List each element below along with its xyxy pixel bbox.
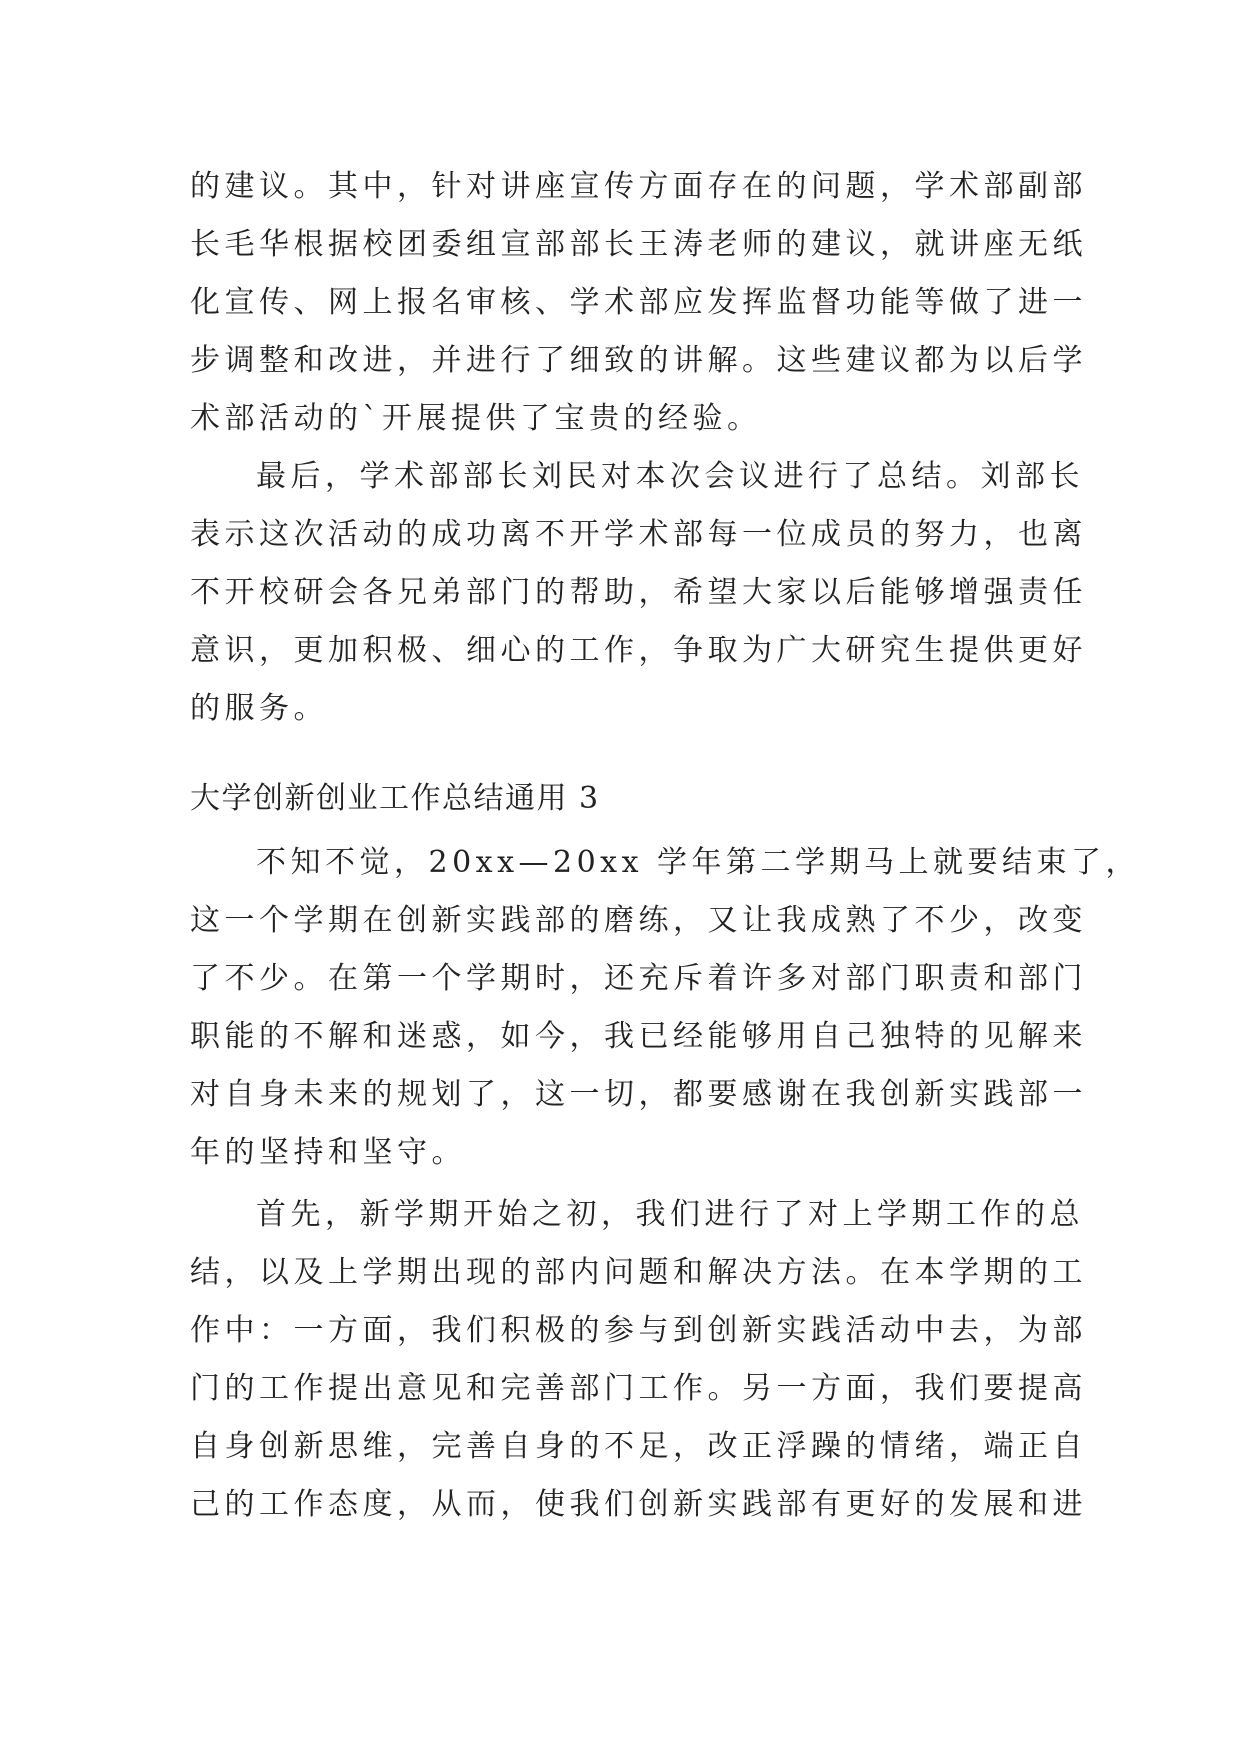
- text-line: 最后，学术部部长刘民对本次会议进行了总结。刘部长: [256, 459, 1084, 494]
- paragraph-intro: [190, 834, 1141, 1182]
- text-line: 意识，更加积极、细心的工作，争取为广大研究生提供更好: [190, 633, 1087, 668]
- paragraph-summary: [190, 448, 1087, 738]
- text-line: 首先，新学期开始之初，我们进行了对上学期工作的总: [256, 1197, 1084, 1232]
- text-line: 的服务。: [190, 691, 328, 726]
- paragraph-suggestions-continued: [190, 158, 1087, 448]
- text-line: 长毛华根据校团委组宣部部长王涛老师的建议，就讲座无纸: [190, 227, 1087, 262]
- text-line: 不知不觉，20xx—20xx 学年第二学期马上就要结束了，: [256, 845, 1141, 880]
- text-line: 化宣传、网上报名审核、学术部应发挥监督功能等做了进一: [190, 285, 1087, 320]
- text-line: 表示这次活动的成功离不开学术部每一位成员的努力，也离: [190, 517, 1087, 552]
- text-line: 步调整和改进，并进行了细致的讲解。这些建议都为以后学: [190, 343, 1087, 378]
- text-line: 门的工作提出意见和完善部门工作。另一方面，我们要提高: [190, 1371, 1087, 1406]
- text-line: 对自身未来的规划了，这一切，都要感谢在我创新实践部一: [190, 1077, 1087, 1112]
- text-line: 术部活动的`开展提供了宝贵的经验。: [190, 401, 762, 436]
- text-line: 职能的不解和迷惑，如今，我已经能够用自己独特的见解来: [190, 1019, 1087, 1054]
- text-line: 年的坚持和坚守。: [190, 1135, 466, 1170]
- text-line: 的建议。其中，针对讲座宣传方面存在的问题，学术部副部: [190, 169, 1087, 204]
- section-heading-text: 大学创新创业工作总结通用 3: [190, 781, 600, 816]
- paragraph-first-steps: [190, 1186, 1087, 1534]
- text-line: 自身创新思维，完善自身的不足，改正浮躁的情绪，端正自: [190, 1429, 1087, 1464]
- text-line: 己的工作态度，从而，使我们创新实践部有更好的发展和进: [190, 1487, 1087, 1522]
- text-line: 结，以及上学期出现的部内问题和解决方法。在本学期的工: [190, 1255, 1087, 1290]
- section-heading: [190, 770, 1050, 828]
- text-line: 不开校研会各兄弟部门的帮助，希望大家以后能够增强责任: [190, 575, 1087, 610]
- text-line: 这一个学期在创新实践部的磨练，又让我成熟了不少，改变: [190, 903, 1087, 938]
- text-line: 了不少。在第一个学期时，还充斥着许多对部门职责和部门: [190, 961, 1087, 996]
- text-line: 作中：一方面，我们积极的参与到创新实践活动中去，为部: [190, 1313, 1087, 1348]
